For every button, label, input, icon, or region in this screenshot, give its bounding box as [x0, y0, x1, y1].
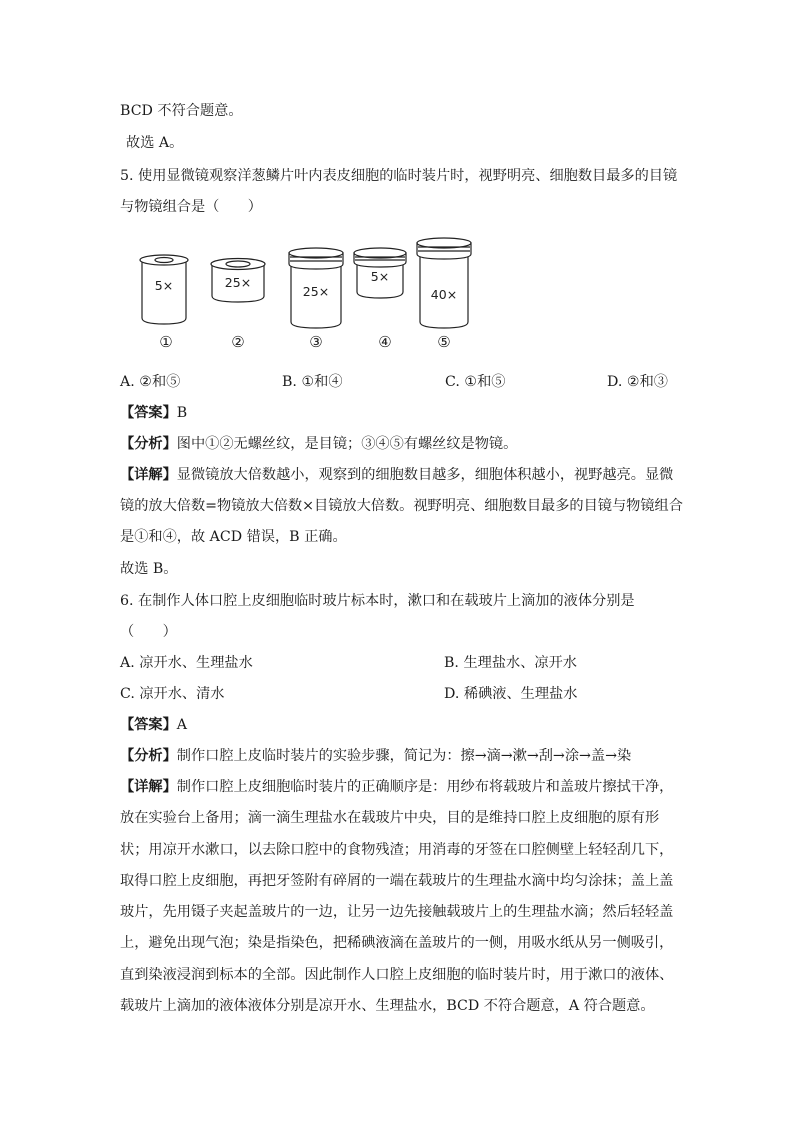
option-d: D. ②和③: [607, 374, 668, 390]
option-c: C. ①和⑤: [445, 374, 506, 390]
detail-line: 载玻片上滴加的液体液体分别是凉开水、生理盐水，BCD 不符合题意，A 符合题意。: [120, 998, 655, 1014]
detail-line: 放在实验台上备用；滴一滴生理盐水在载玻片中央，目的是维持口腔上皮细胞的原有形: [120, 810, 660, 826]
answer-tag: 【答案】: [120, 405, 177, 421]
objective-5: [417, 238, 471, 328]
lens-number: ④: [378, 333, 392, 351]
lens-mag-label: 5×: [370, 269, 390, 284]
conclusion-line: 故选 B。: [120, 561, 178, 577]
lens-mag-label: 25×: [224, 275, 252, 290]
option-b: B. 生理盐水、凉开水: [444, 655, 577, 671]
answer-value: A: [176, 717, 188, 733]
answer-line: [120, 403, 187, 423]
detail-text: 制作口腔上皮细胞临时装片的正确顺序是：用纱布将载玻片和盖玻片擦拭干净，: [176, 779, 674, 795]
detail-line: [120, 777, 673, 797]
lens-figure: [128, 232, 488, 357]
detail-line: 直到染液浸润到标本的全部。因此制作人口腔上皮细胞的临时装片时，用于漱口的液体、: [120, 967, 674, 983]
option-c: C. 凉开水、清水: [120, 686, 225, 702]
answer-tag: 【答案】: [120, 717, 177, 733]
detail-line: 镜的放大倍数=物镜放大倍数×目镜放大倍数。视野明亮、细胞数目最多的目镜与物镜组合: [120, 498, 683, 514]
detail-tag: 【详解】: [120, 779, 177, 795]
question-6-stem: 6. 在制作人体口腔上皮细胞临时玻片标本时，漱口和在载玻片上滴加的液体分别是: [120, 593, 635, 609]
analysis-line: [120, 746, 631, 766]
option-a: A. ②和⑤: [120, 374, 181, 390]
lens-mag-label: 25×: [302, 284, 330, 299]
detail-line: 状；用凉开水漱口，以去除口腔中的食物残渣；用消毒的牙签在口腔侧壁上轻轻刮几下，: [120, 842, 674, 858]
answer-line: [120, 715, 187, 735]
text-line: 故选 A。: [126, 135, 184, 151]
answer-value: B: [176, 405, 188, 421]
lens-number: ②: [231, 333, 245, 351]
detail-line: 玻片，先用镊子夹起盖玻片的一边，让另一边先接触载玻片上的生理盐水滴；然后轻轻盖: [120, 904, 674, 920]
analysis-tag: 【分析】: [120, 436, 177, 452]
detail-line: 取得口腔上皮细胞，再把牙签附有碎屑的一端在载玻片的生理盐水滴中均匀涂抹；盖上盖: [120, 873, 674, 889]
lens-number: ⑤: [437, 333, 451, 351]
lens-diagram: [128, 232, 488, 357]
question-5-stem: 5. 使用显微镜观察洋葱鳞片叶内表皮细胞的临时装片时，视野明亮、细胞数目最多的目镜: [120, 168, 678, 184]
question-6-stem: （ ）: [120, 624, 177, 640]
lens-mag-label: 5×: [154, 278, 174, 293]
option-a: A. 凉开水、生理盐水: [120, 655, 253, 671]
analysis-tag: 【分析】: [120, 748, 177, 764]
lens-mag-label: 40×: [430, 287, 458, 302]
lens-number: ①: [159, 333, 173, 351]
detail-tag: 【详解】: [120, 467, 177, 483]
text-line: BCD 不符合题意。: [120, 103, 243, 119]
detail-text: 显微镜放大倍数越小，观察到的细胞数目越多，细胞体积越小，视野越亮。显微: [176, 467, 674, 483]
option-d: D. 稀碘液、生理盐水: [444, 686, 578, 702]
analysis-text: 图中①②无螺丝纹，是目镜；③④⑤有螺丝纹是物镜。: [176, 436, 518, 452]
question-5-stem: 与物镜组合是（ ）: [120, 199, 262, 215]
analysis-text: 制作口腔上皮临时装片的实验步骤，简记为：擦→滴→漱→刮→涂→盖→染: [176, 748, 632, 764]
detail-line: [120, 465, 673, 485]
detail-line: 是①和④，故 ACD 错误，B 正确。: [120, 529, 347, 545]
lens-number: ③: [309, 333, 323, 351]
option-b: B. ①和④: [282, 374, 343, 390]
analysis-line: [120, 434, 517, 454]
detail-line: 上，避免出现气泡；染是指染色，把稀碘液滴在盖玻片的一侧，用吸水纸从另一侧吸引，: [120, 935, 674, 951]
